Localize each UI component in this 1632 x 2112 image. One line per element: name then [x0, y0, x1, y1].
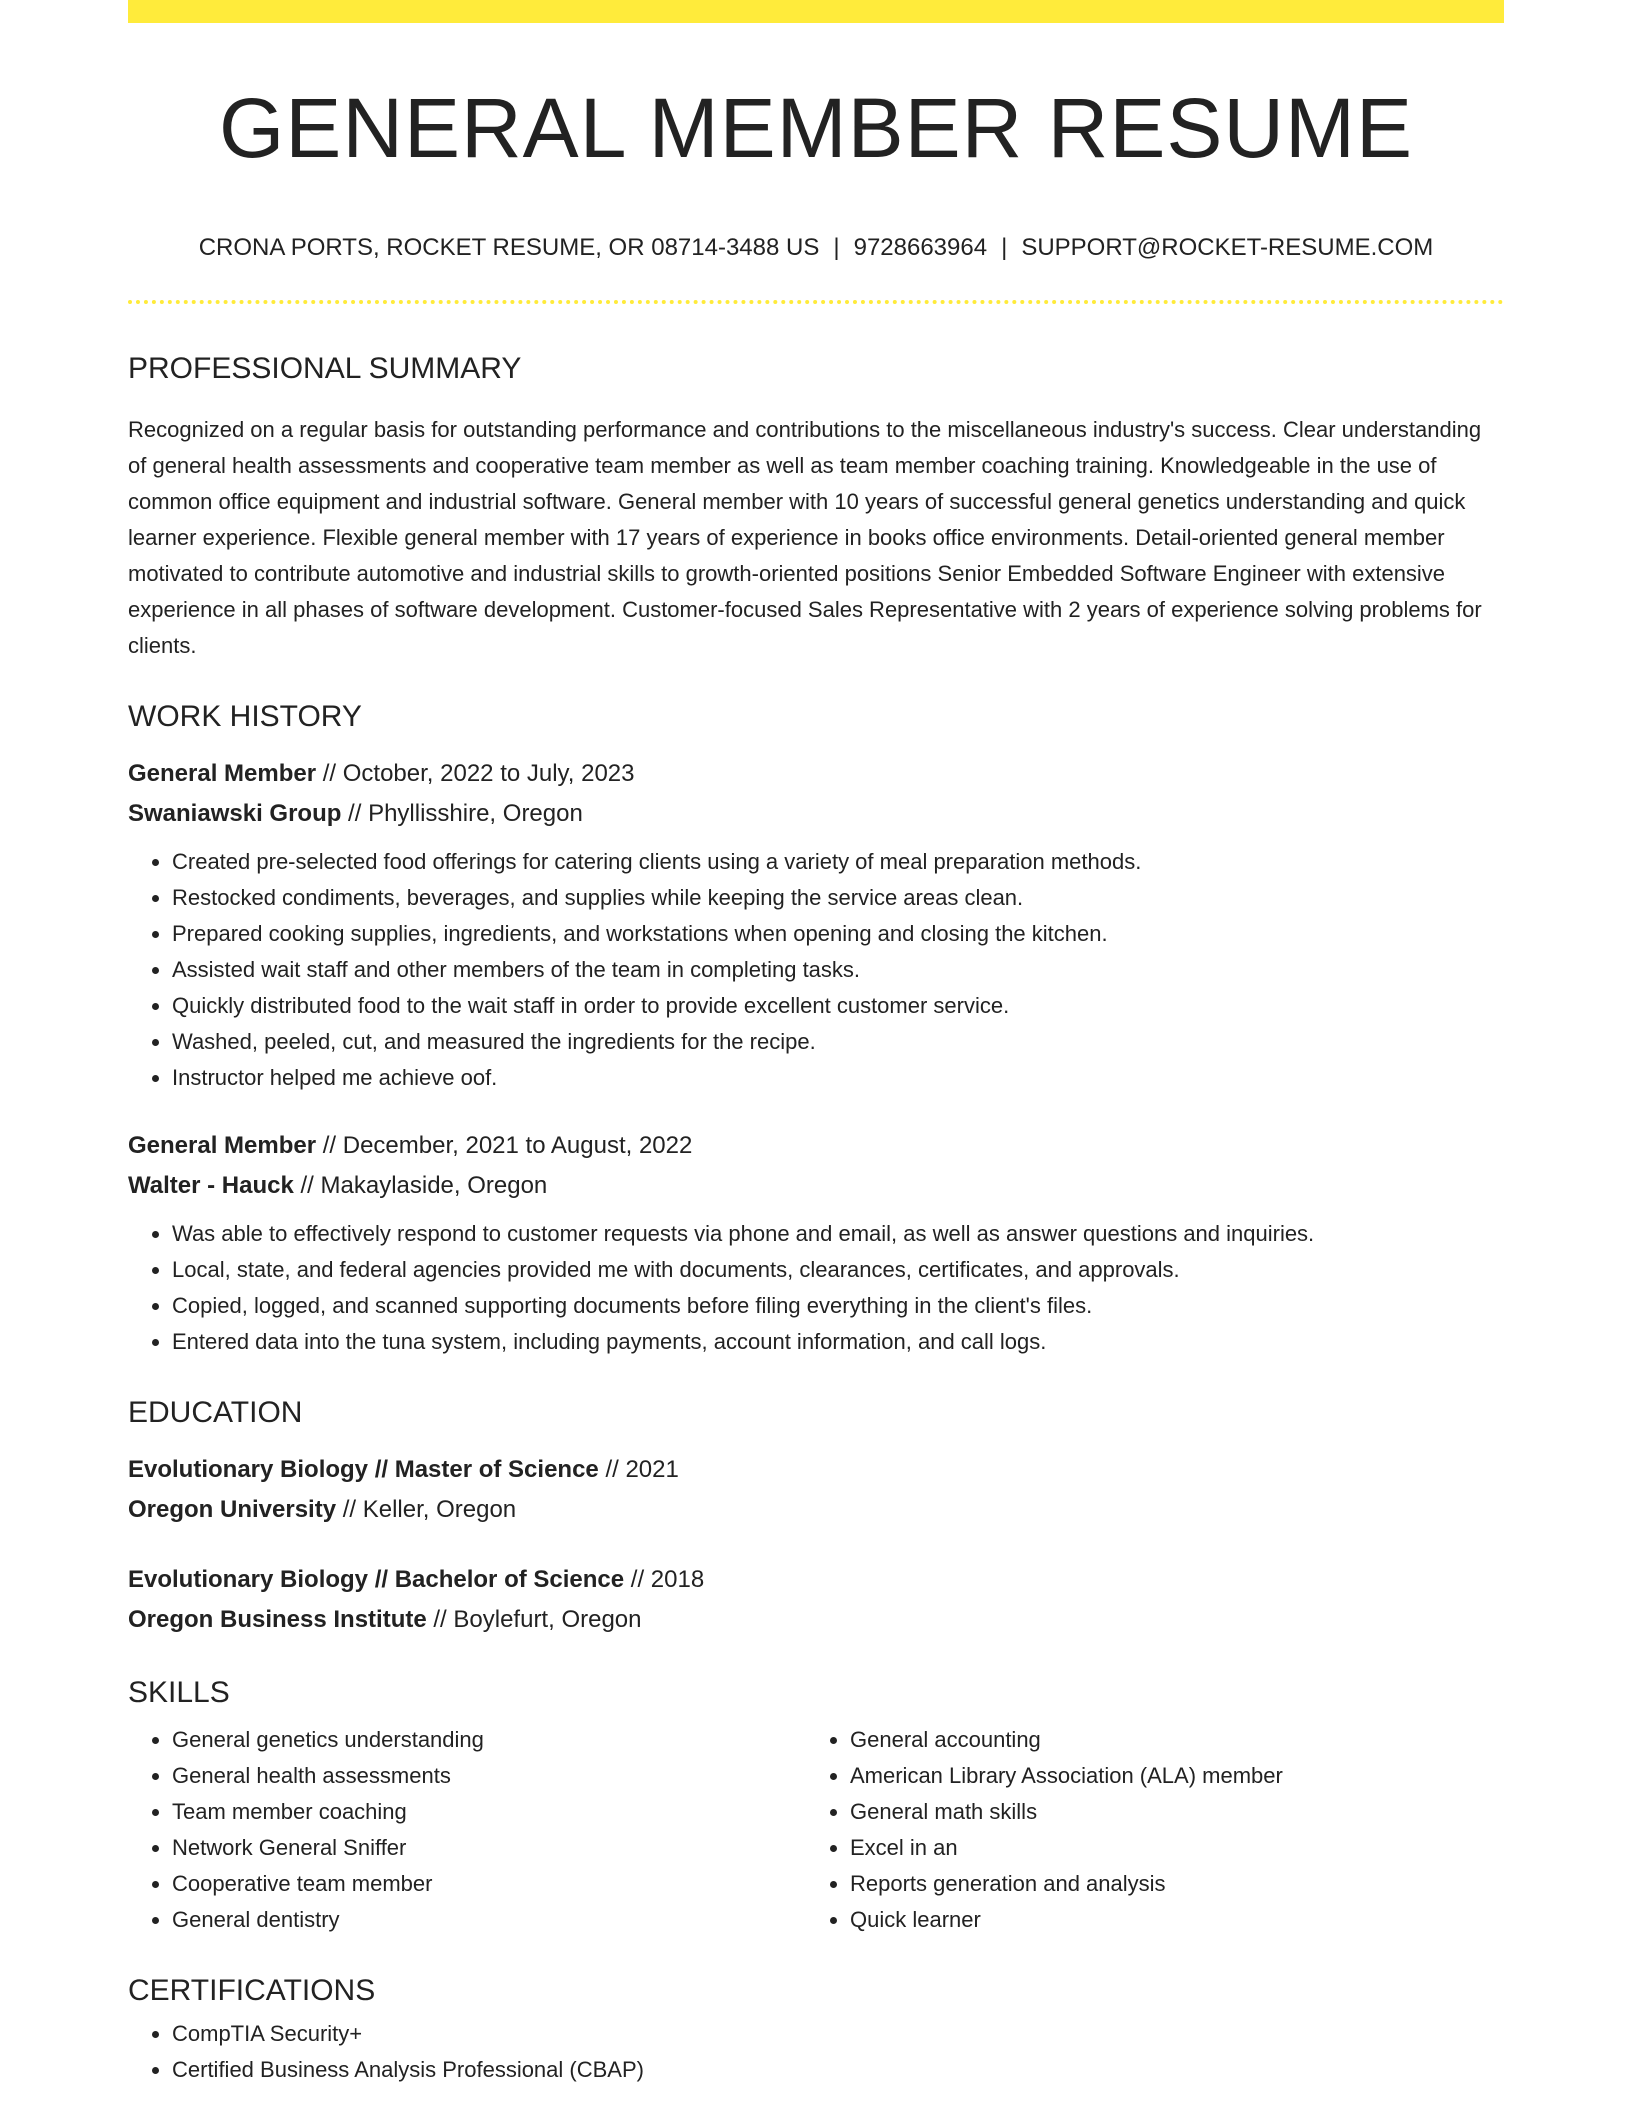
degree: Evolutionary Biology // Master of Science: [128, 1456, 599, 1483]
job-duty: • Restocked condiments, beverages, and supplies while keeping the service areas clean.: [172, 880, 1504, 916]
skill-item: • Excel in an: [850, 1830, 1504, 1866]
job-company: Swaniawski Group: [128, 800, 342, 827]
skills-list: [128, 1722, 1504, 1938]
school: Oregon University: [128, 1496, 337, 1523]
job-duty: • Quickly distributed food to the wait staff in order to provide excellent customer service.: [172, 988, 1504, 1024]
skill-item: • American Library Association (ALA) member: [850, 1758, 1504, 1794]
school: Oregon Business Institute: [128, 1606, 427, 1633]
job-duty: • Washed, peeled, cut, and measured the ingredients for the recipe.: [172, 1024, 1504, 1060]
job-dates: // October, 2022 to July, 2023: [316, 760, 635, 787]
skill-item: • General accounting: [850, 1722, 1504, 1758]
job-company-line: [128, 1166, 1504, 1206]
contact-phone: 9728663964: [853, 234, 988, 261]
job-duty: • Entered data into the tuna system, including payments, account information, and call logs.: [172, 1324, 1504, 1360]
job-location: // Makaylaside, Oregon: [293, 1172, 548, 1199]
contact-email: SUPPORT@ROCKET-RESUME.COM: [1021, 234, 1434, 261]
work-history-heading: WORK HISTORY: [128, 700, 362, 733]
job-role-line: [128, 1126, 1504, 1166]
skill-item: • Network General Sniffer: [172, 1830, 806, 1866]
degree-year: // 2018: [624, 1566, 705, 1593]
job-duties: [128, 1216, 1504, 1360]
skill-item: • General dentistry: [172, 1902, 806, 1938]
skill-item: • Cooperative team member: [172, 1866, 806, 1902]
job-duty: • Local, state, and federal agencies provided me with documents, clearances, certificates, and approvals.: [172, 1252, 1504, 1288]
job-role-line: [128, 754, 1504, 794]
job-entry: [128, 1126, 1504, 1360]
degree-line: [128, 1560, 1504, 1600]
skill-item: • Quick learner: [850, 1902, 1504, 1938]
job-company-line: [128, 794, 1504, 834]
job-duty: • Was able to effectively respond to customer requests via phone and email, as well as answer questions and inquiries.: [172, 1216, 1504, 1252]
degree: Evolutionary Biology // Bachelor of Science: [128, 1566, 625, 1593]
certification-item: • CompTIA Security+: [172, 2016, 1504, 2052]
certifications-heading: CERTIFICATIONS: [128, 1974, 376, 2007]
skill-item: • General genetics understanding: [172, 1722, 806, 1758]
contact-line: [128, 236, 1504, 260]
summary-heading: PROFESSIONAL SUMMARY: [128, 352, 522, 385]
job-duty: • Prepared cooking supplies, ingredients, and workstations when opening and closing the kitchen.: [172, 916, 1504, 952]
degree-line: [128, 1450, 1504, 1490]
resume-title: GENERAL MEMBER RESUME: [218, 81, 1414, 175]
skill-item: • General math skills: [850, 1794, 1504, 1830]
job-entry: [128, 754, 1504, 1096]
skill-item: • Team member coaching: [172, 1794, 806, 1830]
resume-page: [128, 0, 1504, 2088]
accent-bar: [128, 0, 1504, 23]
school-line: [128, 1600, 1504, 1640]
education-entry: [128, 1560, 1504, 1640]
contact-address: CRONA PORTS, ROCKET RESUME, OR 08714-3488 US: [198, 234, 820, 261]
job-duty: • Copied, logged, and scanned supporting documents before filing everything in the client's files.: [172, 1288, 1504, 1324]
skills-column-right: [806, 1722, 1504, 1938]
skills-heading: SKILLS: [128, 1676, 230, 1709]
dotted-divider: [128, 300, 1504, 304]
job-location: // Phyllisshire, Oregon: [341, 800, 583, 827]
education-heading: EDUCATION: [128, 1396, 303, 1429]
job-duty: • Created pre-selected food offerings for catering clients using a variety of meal preparation methods.: [172, 844, 1504, 880]
summary-text: Recognized on a regular basis for outstanding performance and contributions to the miscellaneous industry's success. Clear understanding of general health assessments and cooperative team member as well as team member coaching training. Knowledgeable in the use of common office equipment and industrial software. General member with 10 years of successful general genetics understanding and quick learner experience. Flexible general member with 17 years of experience in books office environments. Detail-oriented general member motivated to contribute automotive and industrial skills to growth-oriented positions Senior Embedded Software Engineer with extensive experience in all phases of software development. Customer-focused Sales Representative with 2 years of experience solving problems for clients.: [128, 417, 1482, 658]
job-duties: [128, 844, 1504, 1096]
job-duty: • Assisted wait staff and other members of the team in completing tasks.: [172, 952, 1504, 988]
job-company: Walter - Hauck: [128, 1172, 294, 1199]
job-dates: // December, 2021 to August, 2022: [316, 1132, 693, 1159]
skills-column-left: [128, 1722, 806, 1938]
certifications-list: [128, 2016, 1504, 2088]
skill-item: • Reports generation and analysis: [850, 1866, 1504, 1902]
certification-item: • Certified Business Analysis Professional (CBAP): [172, 2052, 1504, 2088]
school-line: [128, 1490, 1504, 1530]
degree-year: // 2021: [598, 1456, 679, 1483]
skill-item: • General health assessments: [172, 1758, 806, 1794]
job-duty: • Instructor helped me achieve oof.: [172, 1060, 1504, 1096]
education-entry: [128, 1450, 1504, 1530]
job-role: General Member: [128, 1132, 317, 1159]
school-location: // Boylefurt, Oregon: [426, 1606, 642, 1633]
contact-separator: |: [833, 234, 840, 261]
school-location: // Keller, Oregon: [336, 1496, 517, 1523]
contact-separator: |: [1001, 234, 1008, 261]
job-role: General Member: [128, 760, 317, 787]
